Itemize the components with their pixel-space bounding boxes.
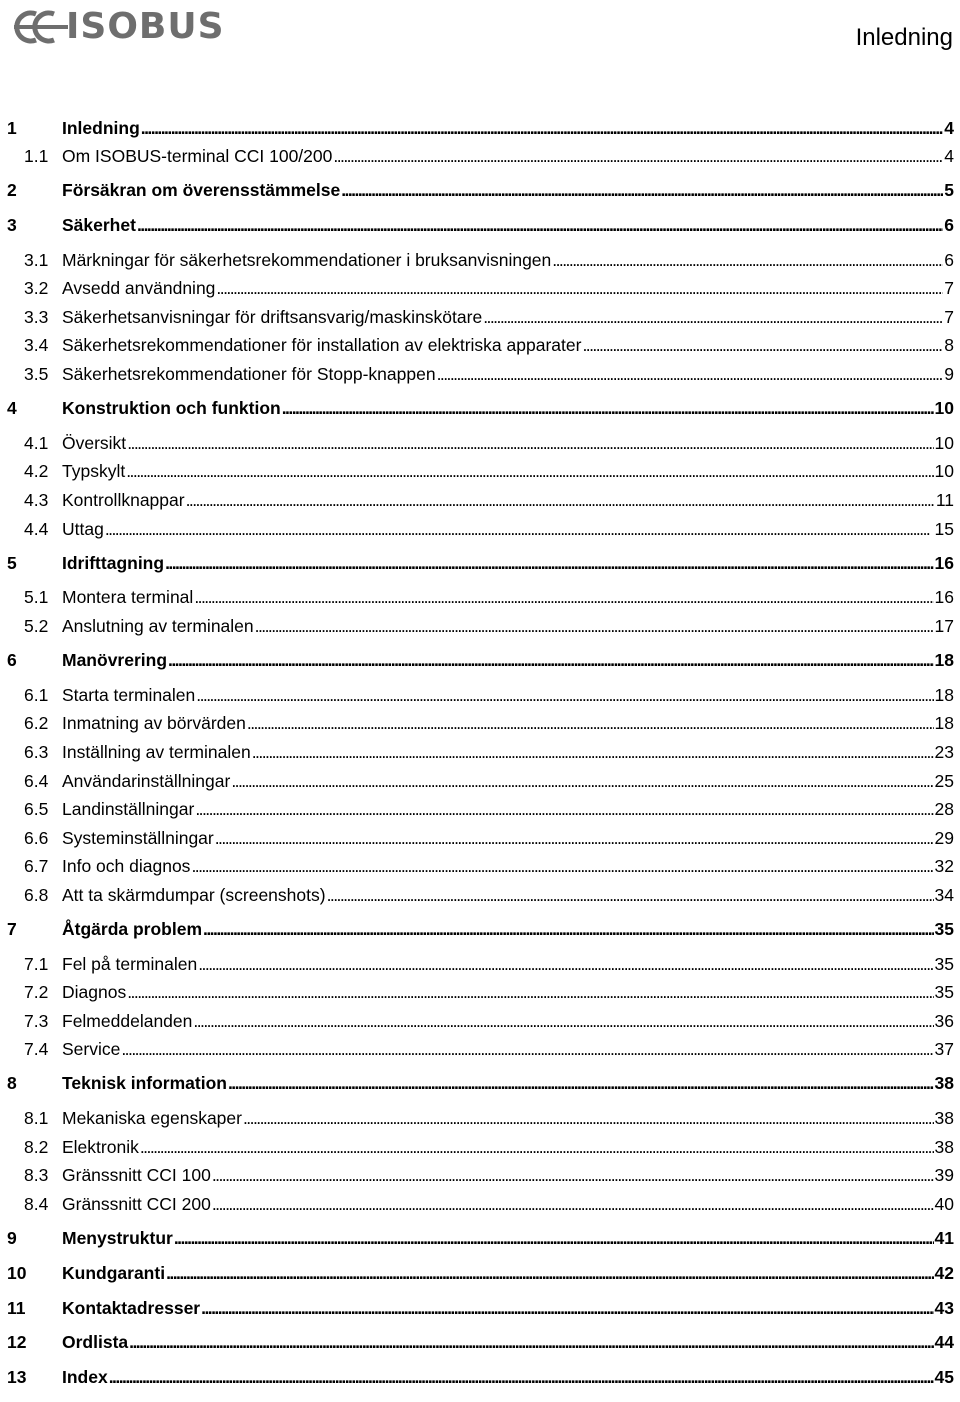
toc-entry-number: 13 — [7, 1367, 27, 1388]
toc-dot-leader — [109, 1367, 934, 1388]
toc-entry-number: 11 — [7, 1297, 26, 1318]
toc-dot-leader — [191, 856, 933, 877]
toc-entry-page: 10 — [934, 432, 954, 453]
toc-dot-leader — [216, 278, 943, 299]
toc-entry-page: 40 — [934, 1194, 954, 1215]
toc-dot-leader — [174, 1228, 934, 1249]
toc-entry-title: Starta terminalen — [62, 684, 196, 705]
toc-dot-leader — [212, 1165, 934, 1186]
toc-entry-number: 1.1 — [24, 146, 49, 166]
toc-entry[interactable] — [0, 553, 960, 588]
toc-entry-title: Försäkran om överensstämmelse — [62, 180, 341, 200]
toc-entry-number: 7.2 — [24, 982, 49, 1003]
toc-dot-leader — [137, 215, 943, 236]
table-of-contents — [0, 118, 960, 1402]
toc-entry-number: 2 — [7, 180, 17, 200]
toc-entry[interactable] — [0, 1039, 960, 1073]
toc-entry-page: 9 — [944, 363, 954, 384]
toc-entry-page: 4 — [944, 118, 954, 138]
toc-entry-number: 4.4 — [24, 518, 49, 539]
toc-entry-title: Systeminställningar — [62, 827, 214, 848]
toc-entry-number: 3.2 — [24, 278, 49, 299]
toc-entry[interactable] — [0, 1194, 960, 1228]
toc-entry-number: 3.4 — [24, 335, 49, 356]
toc-entry[interactable] — [0, 1108, 960, 1137]
toc-entry[interactable] — [0, 307, 960, 336]
toc-entry[interactable] — [0, 1073, 960, 1108]
toc-entry-page: 43 — [934, 1297, 954, 1318]
toc-entry[interactable] — [0, 828, 960, 857]
toc-entry-number: 6 — [7, 649, 17, 670]
toc-dot-leader — [168, 650, 934, 671]
toc-entry-title: Service — [62, 1039, 121, 1060]
toc-entry-number: 10 — [7, 1262, 27, 1283]
toc-entry-page: 18 — [934, 649, 954, 670]
toc-entry[interactable] — [0, 771, 960, 800]
toc-entry-page: 18 — [934, 684, 954, 705]
toc-dot-leader — [141, 118, 943, 139]
toc-dot-leader — [243, 1108, 934, 1129]
toc-dot-leader — [126, 461, 933, 482]
toc-entry[interactable] — [0, 799, 960, 828]
toc-entry-number: 3 — [7, 214, 17, 235]
toc-entry-page: 7 — [944, 278, 954, 299]
toc-dot-leader — [231, 771, 933, 792]
toc-dot-leader — [552, 250, 943, 271]
toc-entry[interactable] — [0, 1298, 960, 1333]
toc-entry-page: 38 — [934, 1108, 954, 1129]
toc-entry-number: 8 — [7, 1073, 17, 1094]
toc-entry-number: 5.1 — [24, 587, 49, 608]
toc-entry-title: Uttag — [62, 518, 104, 539]
toc-entry-title: Typskylt — [62, 461, 126, 482]
toc-dot-leader — [582, 335, 943, 356]
toc-entry[interactable] — [0, 713, 960, 742]
toc-entry-page: 4 — [944, 146, 954, 166]
toc-entry[interactable] — [0, 1263, 960, 1298]
toc-dot-leader — [228, 1073, 934, 1094]
toc-entry-page: 38 — [934, 1136, 954, 1157]
toc-dot-leader — [201, 1298, 933, 1319]
toc-entry[interactable] — [0, 919, 960, 954]
toc-entry-page: 17 — [934, 615, 954, 636]
toc-entry-title: Säkerhetsrekommendationer för installation av elektriska apparater — [62, 335, 582, 356]
toc-entry-title: Åtgärda problem — [62, 918, 203, 939]
toc-dot-leader — [194, 587, 933, 608]
toc-entry-page: 11 — [935, 489, 954, 510]
toc-entry[interactable] — [0, 180, 960, 215]
toc-entry-title: Kundgaranti — [62, 1262, 166, 1283]
toc-entry-title: Mekaniska egenskaper — [62, 1108, 242, 1129]
toc-dot-leader — [333, 146, 943, 167]
toc-entry-title: Info och diagnos — [62, 856, 191, 877]
toc-entry[interactable] — [0, 856, 960, 885]
toc-dot-leader — [255, 616, 934, 637]
toc-dot-leader — [105, 519, 934, 540]
toc-entry-page: 7 — [944, 306, 954, 327]
toc-entry-page: 23 — [934, 741, 954, 762]
toc-entry-number: 8.2 — [24, 1136, 49, 1157]
toc-entry-page: 16 — [934, 552, 954, 573]
toc-dot-leader — [195, 799, 933, 820]
toc-entry-title: Att ta skärmdumpar (screenshots) — [62, 884, 326, 905]
toc-entry-title: Kontrollknappar — [62, 489, 185, 510]
toc-entry-page: 38 — [934, 1073, 954, 1094]
toc-entry[interactable] — [0, 215, 960, 250]
toc-dot-leader — [252, 742, 934, 763]
toc-entry-title: Anslutning av terminalen — [62, 615, 254, 636]
toc-entry[interactable] — [0, 335, 960, 364]
toc-dot-leader — [247, 713, 934, 734]
toc-entry-page: 35 — [934, 918, 954, 939]
toc-dot-leader — [196, 685, 933, 706]
toc-entry-title: Säkerhetsrekommendationer för Stopp-knappen — [62, 363, 436, 384]
toc-entry[interactable] — [0, 146, 960, 180]
toc-dot-leader — [140, 1137, 934, 1158]
toc-entry-number: 8.3 — [24, 1165, 49, 1186]
toc-dot-leader — [166, 1263, 933, 1284]
toc-entry[interactable] — [0, 118, 960, 146]
toc-entry[interactable] — [0, 1332, 960, 1367]
toc-entry[interactable] — [0, 398, 960, 433]
toc-entry-number: 7.3 — [24, 1010, 49, 1031]
toc-entry-page: 35 — [934, 982, 954, 1003]
toc-entry[interactable] — [0, 885, 960, 919]
toc-dot-leader — [186, 490, 935, 511]
toc-entry-number: 8.1 — [24, 1108, 49, 1129]
toc-entry-page: 15 — [934, 518, 954, 539]
toc-entry-number: 7.4 — [24, 1039, 49, 1060]
toc-entry-page: 35 — [934, 953, 954, 974]
toc-entry-number: 6.2 — [24, 713, 49, 734]
toc-entry[interactable] — [0, 250, 960, 279]
toc-entry-number: 3.1 — [24, 249, 49, 270]
toc-entry-page: 41 — [934, 1228, 954, 1249]
page-header — [0, 0, 960, 70]
header-title: Inledning — [855, 24, 953, 51]
toc-entry-number: 9 — [7, 1228, 17, 1249]
toc-entry[interactable] — [0, 685, 960, 714]
toc-entry[interactable] — [0, 587, 960, 616]
toc-entry-number: 4.3 — [24, 489, 49, 510]
toc-entry-number: 6.1 — [24, 684, 49, 705]
toc-entry-page: 45 — [934, 1367, 954, 1388]
toc-dot-leader — [437, 364, 944, 385]
toc-dot-leader — [127, 433, 933, 454]
toc-entry[interactable] — [0, 616, 960, 650]
toc-entry-page: 44 — [934, 1332, 954, 1353]
toc-entry-page: 5 — [944, 180, 954, 200]
toc-entry-title: Felmeddelanden — [62, 1010, 193, 1031]
toc-entry-title: Diagnos — [62, 982, 127, 1003]
toc-entry-page: 36 — [934, 1010, 954, 1031]
toc-entry-title: Inledning — [62, 118, 140, 138]
toc-entry-page: 34 — [934, 884, 954, 905]
toc-dot-leader — [282, 398, 934, 419]
toc-entry-number: 6.7 — [24, 856, 49, 877]
toc-dot-leader — [215, 828, 934, 849]
toc-entry-page: 37 — [934, 1039, 954, 1060]
toc-entry-title: Användarinställningar — [62, 770, 231, 791]
toc-entry[interactable] — [0, 461, 960, 490]
toc-entry-page: 18 — [934, 713, 954, 734]
toc-entry-page: 10 — [934, 397, 954, 418]
toc-entry-title: Index — [62, 1367, 108, 1388]
toc-entry-page: 28 — [934, 799, 954, 820]
toc-entry-title: Märkningar för säkerhetsrekommendationer i bruksanvisningen — [62, 249, 552, 270]
toc-entry[interactable] — [0, 742, 960, 771]
toc-entry-title: Kontaktadresser — [62, 1297, 201, 1318]
toc-entry-number: 7.1 — [24, 953, 49, 974]
toc-entry-title: Elektronik — [62, 1136, 139, 1157]
toc-entry-title: Manövrering — [62, 649, 168, 670]
toc-entry[interactable] — [0, 982, 960, 1011]
toc-entry-page: 10 — [934, 461, 954, 482]
toc-entry-number: 3.5 — [24, 363, 49, 384]
toc-entry-title: Fel på terminalen — [62, 953, 198, 974]
toc-entry-number: 6.4 — [24, 770, 49, 791]
cci-logo-icon — [10, 6, 70, 50]
toc-entry-title: Gränssnitt CCI 100 — [62, 1165, 211, 1186]
logo-text: ISOBUS — [66, 6, 225, 47]
toc-entry-number: 4 — [7, 397, 17, 418]
toc-entry[interactable] — [0, 278, 960, 307]
toc-entry[interactable] — [0, 364, 960, 398]
toc-entry-title: Översikt — [62, 432, 127, 453]
toc-entry[interactable] — [0, 433, 960, 462]
toc-entry-number: 8.4 — [24, 1194, 49, 1215]
toc-dot-leader — [203, 919, 934, 940]
toc-entry-page: 39 — [934, 1165, 954, 1186]
toc-entry-title: Montera terminal — [62, 587, 194, 608]
toc-entry-title: Inställning av terminalen — [62, 741, 251, 762]
toc-entry-number: 1 — [7, 118, 17, 138]
toc-entry-page: 32 — [934, 856, 954, 877]
toc-entry-number: 5.2 — [24, 615, 49, 636]
toc-entry[interactable] — [0, 519, 960, 553]
toc-entry[interactable] — [0, 1228, 960, 1263]
toc-entry-number: 5 — [7, 552, 17, 573]
toc-entry-title: Gränssnitt CCI 200 — [62, 1194, 211, 1215]
toc-entry-number: 3.3 — [24, 306, 49, 327]
toc-entry-number: 6.6 — [24, 827, 49, 848]
toc-entry-number: 6.5 — [24, 799, 49, 820]
toc-dot-leader — [129, 1332, 933, 1353]
toc-entry-number: 7 — [7, 918, 17, 939]
toc-entry-title: Idrifttagning — [62, 552, 165, 573]
toc-entry-title: Säkerhet — [62, 214, 136, 235]
toc-entry-title: Säkerhetsanvisningar för driftsansvarig/maskinskötare — [62, 306, 483, 327]
toc-entry-page: 42 — [934, 1262, 954, 1283]
toc-dot-leader — [198, 954, 933, 975]
toc-dot-leader — [165, 553, 933, 574]
toc-entry-page: 6 — [944, 249, 954, 270]
toc-entry[interactable] — [0, 650, 960, 685]
toc-dot-leader — [327, 885, 934, 906]
toc-entry[interactable] — [0, 490, 960, 519]
toc-entry-title: Om ISOBUS-terminal CCI 100/200 — [62, 146, 333, 166]
toc-entry-number: 6.3 — [24, 741, 49, 762]
toc-entry-title: Menystruktur — [62, 1228, 173, 1249]
cci-isobus-logo — [10, 6, 225, 50]
toc-entry[interactable] — [0, 1137, 960, 1166]
toc-entry-number: 6.8 — [24, 884, 49, 905]
toc-entry-page: 8 — [944, 335, 954, 356]
toc-dot-leader — [193, 1011, 933, 1032]
toc-dot-leader — [212, 1194, 934, 1215]
toc-entry-title: Teknisk information — [62, 1073, 227, 1094]
toc-entry-number: 4.2 — [24, 461, 49, 482]
toc-entry-title: Konstruktion och funktion — [62, 397, 281, 418]
toc-entry-page: 29 — [934, 827, 954, 848]
toc-entry-number: 12 — [7, 1332, 27, 1353]
toc-dot-leader — [483, 307, 943, 328]
toc-entry-title: Landinställningar — [62, 799, 195, 820]
toc-entry-title: Avsedd användning — [62, 278, 216, 299]
toc-entry[interactable] — [0, 954, 960, 983]
toc-entry-title: Inmatning av börvärden — [62, 713, 246, 734]
toc-dot-leader — [121, 1039, 933, 1060]
toc-dot-leader — [127, 982, 933, 1003]
toc-entry-number: 4.1 — [24, 432, 49, 453]
toc-entry-title: Ordlista — [62, 1332, 129, 1353]
toc-entry[interactable] — [0, 1367, 960, 1402]
toc-entry[interactable] — [0, 1011, 960, 1040]
toc-entry-page: 25 — [934, 770, 954, 791]
toc-entry-page: 16 — [934, 587, 954, 608]
toc-dot-leader — [341, 180, 943, 201]
toc-entry-page: 6 — [944, 214, 954, 235]
toc-entry[interactable] — [0, 1165, 960, 1194]
